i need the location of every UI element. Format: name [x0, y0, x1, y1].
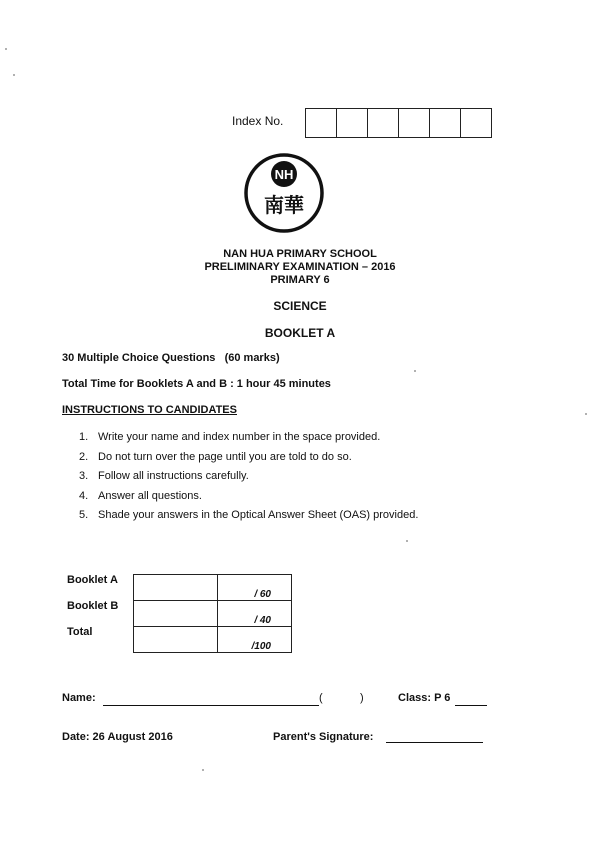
name-label: Name: — [62, 692, 96, 704]
marks-label-booklet-a: Booklet A — [67, 574, 118, 586]
booklet-title: BOOKLET A — [264, 326, 336, 340]
max-score-booklet-b: / 40 — [218, 601, 292, 627]
index-box[interactable] — [337, 109, 368, 137]
index-box[interactable] — [430, 109, 461, 137]
signature-field[interactable] — [386, 742, 483, 743]
school-crest-icon — [243, 152, 325, 234]
table-row — [134, 575, 292, 601]
school-name: NAN HUA PRIMARY SCHOOL — [223, 248, 377, 260]
scan-speck — [202, 769, 204, 771]
index-box[interactable] — [306, 109, 337, 137]
scan-speck — [414, 370, 416, 372]
max-score-booklet-a: / 60 — [218, 575, 292, 601]
instruction-item: 5. Shade your answers in the Optical Answer Sheet (OAS) provided. — [79, 509, 419, 521]
scan-speck — [5, 48, 7, 50]
index-box[interactable] — [461, 109, 491, 137]
marks-labels — [67, 573, 118, 651]
register-number-close: ) — [360, 692, 364, 704]
index-box[interactable] — [368, 109, 399, 137]
instruction-item: 1. Write your name and index number in the space provided. — [79, 431, 381, 443]
index-box[interactable] — [399, 109, 430, 137]
index-number-label: Index No. — [232, 114, 284, 128]
logo-chinese-text: 南華 — [264, 193, 304, 217]
register-number-open: ( — [319, 692, 323, 704]
score-cell-total[interactable] — [134, 627, 218, 653]
exam-title: PRELIMINARY EXAMINATION – 2016 — [204, 261, 396, 273]
max-score-total: /100 — [218, 627, 292, 653]
instructions-heading: INSTRUCTIONS TO CANDIDATES — [62, 404, 237, 416]
marks-label-total: Total — [67, 626, 93, 638]
class-field[interactable] — [455, 705, 487, 706]
instruction-item: 3. Follow all instructions carefully. — [79, 470, 249, 482]
class-label: Class: P 6 — [398, 692, 451, 704]
level-title: PRIMARY 6 — [270, 274, 330, 286]
scan-speck — [13, 74, 15, 76]
index-number-boxes[interactable] — [305, 108, 492, 138]
marks-label-booklet-b: Booklet B — [67, 600, 119, 612]
scan-speck — [406, 540, 408, 542]
exam-date: Date: 26 August 2016 — [62, 731, 173, 743]
instruction-item: 2. Do not turn over the page until you are told to do so. — [79, 450, 352, 463]
signature-label: Parent's Signature: — [273, 731, 374, 743]
marks-table — [133, 574, 292, 653]
score-cell-booklet-a[interactable] — [134, 575, 218, 601]
table-row — [134, 601, 292, 627]
question-count: 30 Multiple Choice Questions (60 marks) — [62, 352, 280, 364]
score-cell-booklet-b[interactable] — [134, 601, 218, 627]
instruction-item: 4. Answer all questions. — [79, 489, 202, 502]
instructions-list — [79, 428, 418, 526]
name-field[interactable] — [103, 705, 319, 706]
scan-speck — [585, 413, 587, 415]
table-row — [134, 627, 292, 653]
subject-title: SCIENCE — [273, 299, 327, 313]
total-time: Total Time for Booklets A and B : 1 hour 45 minutes — [62, 378, 331, 390]
logo-initials: NH — [274, 167, 294, 182]
